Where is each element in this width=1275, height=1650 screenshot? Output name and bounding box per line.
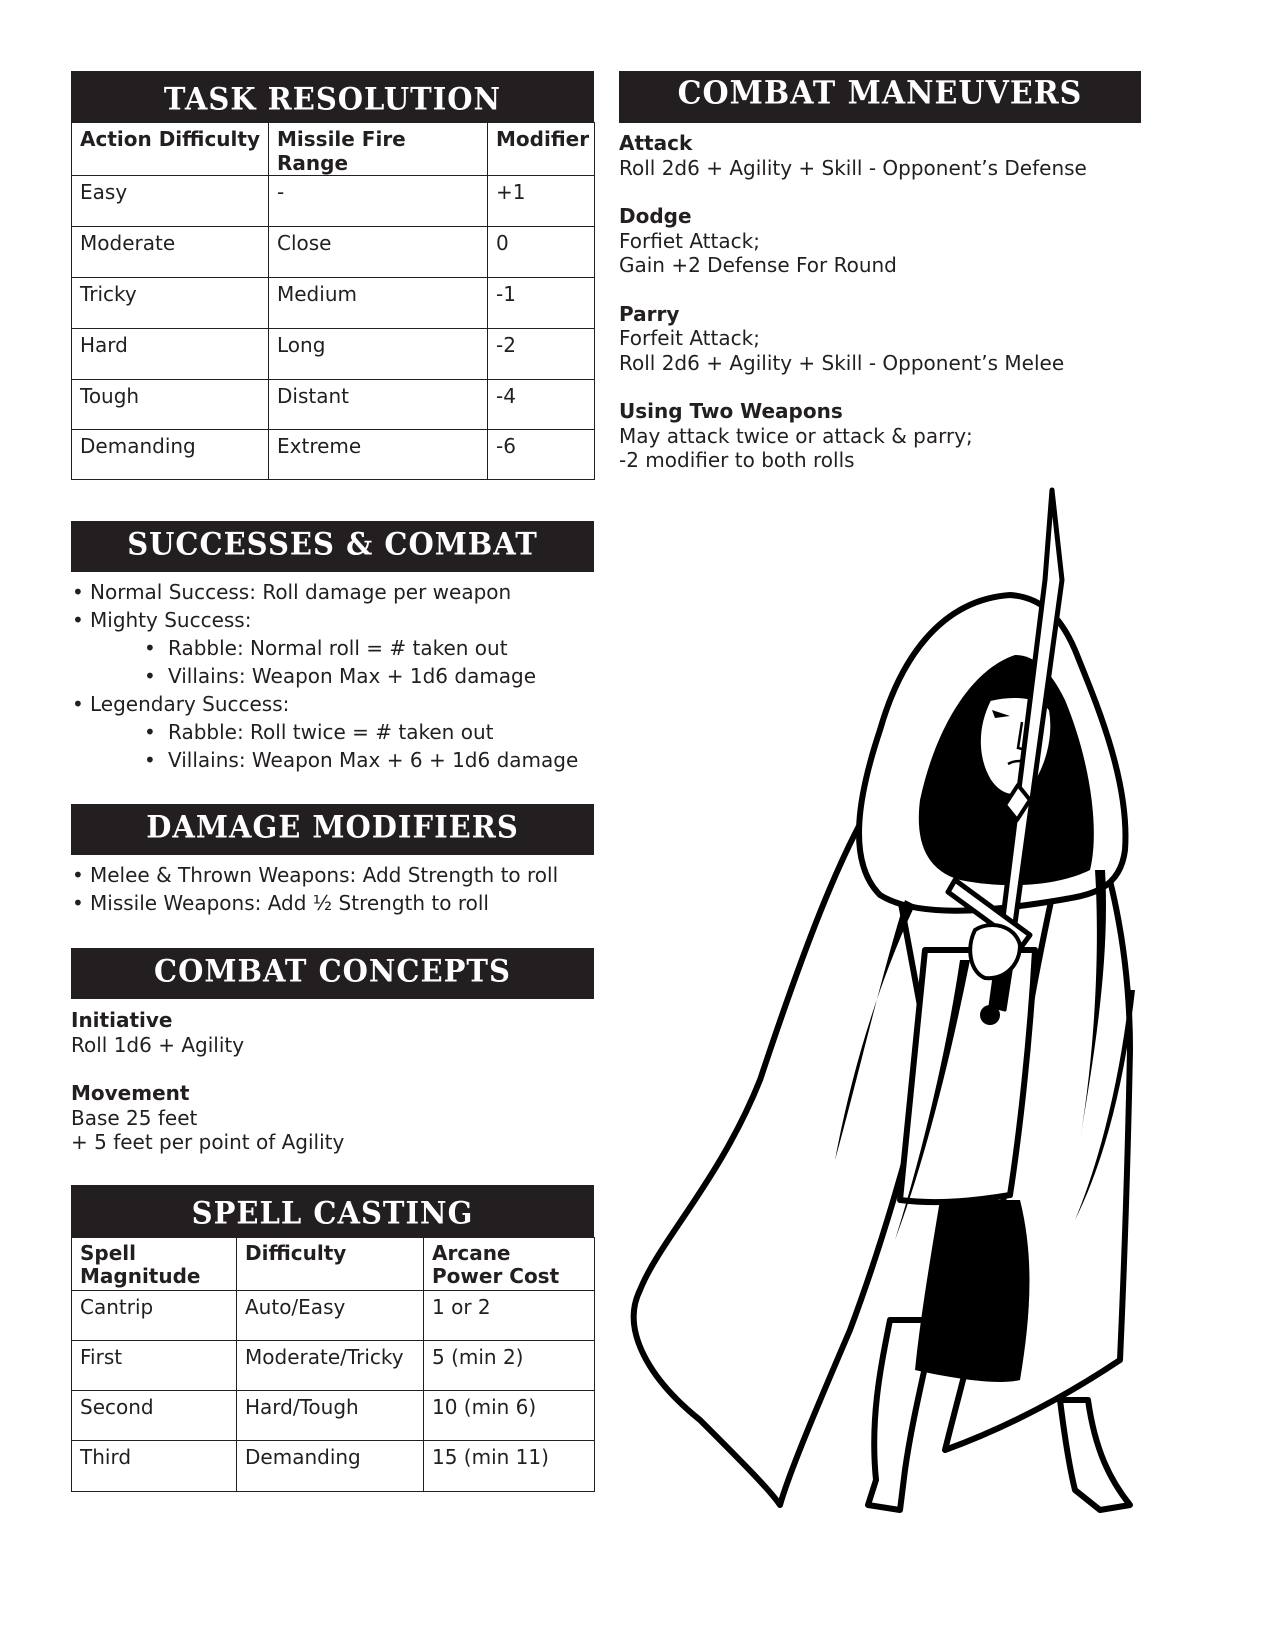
- table-row: [72, 380, 595, 430]
- table-cell: -2: [488, 329, 595, 380]
- table-row: [72, 176, 595, 227]
- table-cell: Hard/Tough: [237, 1391, 424, 1441]
- maneuver-description: Roll 2d6 + Agility + Skill - Opponent’s Melee: [619, 350, 1065, 375]
- task-resolution-header: [71, 71, 594, 123]
- table-cell: Third: [72, 1441, 237, 1492]
- combat-concepts-title: COMBAT CONCEPTS: [154, 953, 511, 989]
- table-cell: Cantrip: [72, 1291, 237, 1341]
- table-row: [72, 278, 595, 329]
- list-subitem: • Villains: Weapon Max + 6 + 1d6 damage: [72, 746, 602, 774]
- table-row: [72, 329, 595, 380]
- table-row: [72, 227, 595, 278]
- damage-modifiers-header: [71, 804, 594, 855]
- combat-concepts-list: [71, 1008, 601, 1155]
- list-item: • Normal Success: Roll damage per weapon: [72, 578, 602, 606]
- spell-casting-table: [71, 1237, 595, 1492]
- list-item: • Missile Weapons: Add ½ Strength to roll: [72, 889, 602, 917]
- table-cell: Hard: [72, 329, 269, 380]
- table-cell: Tough: [72, 380, 269, 430]
- list-item: • Mighty Success:: [72, 606, 602, 634]
- successes-combat-title: SUCCESSES & COMBAT: [127, 526, 538, 562]
- maneuver-description: Gain +2 Defense For Round: [619, 253, 897, 277]
- table-cell: Tricky: [72, 278, 269, 329]
- maneuver-description: Roll 2d6 + Agility + Skill - Opponent’s Defense: [619, 155, 1087, 180]
- table-cell: +1: [488, 176, 595, 227]
- combat-maneuvers-list: [619, 131, 1149, 473]
- table-cell: Distant: [269, 380, 488, 430]
- combat-maneuvers-header: [619, 71, 1141, 123]
- maneuver-term: Dodge: [619, 204, 692, 228]
- column-header: Arcane Power Cost: [424, 1238, 595, 1291]
- successes-combat-header: [71, 521, 594, 572]
- table-row: [72, 430, 595, 480]
- list-subitem: • Villains: Weapon Max + 1d6 damage: [72, 662, 602, 690]
- table-cell: Demanding: [72, 430, 269, 480]
- table-cell: Second: [72, 1391, 237, 1441]
- maneuver-term: Parry: [619, 301, 680, 326]
- leg-shadow: [915, 1200, 1029, 1382]
- table-cell: 10 (min 6): [424, 1391, 595, 1441]
- table-cell: -1: [488, 278, 595, 329]
- pommel: [980, 1005, 1000, 1025]
- table-cell: 0: [488, 227, 595, 278]
- table-cell: -: [269, 176, 488, 227]
- hooded-swordsman-illustration: [615, 485, 1155, 1525]
- leg-right: [1060, 1400, 1130, 1510]
- concept-description: Roll 1d6 + Agility: [71, 1032, 245, 1057]
- table-cell: Medium: [269, 278, 488, 329]
- table-header-row: [72, 123, 595, 176]
- maneuver-description: Forfeit Attack;: [619, 326, 760, 350]
- table-cell: Moderate/Tricky: [237, 1341, 424, 1391]
- table-cell: 5 (min 2): [424, 1341, 595, 1391]
- table-cell: First: [72, 1341, 237, 1391]
- list-item: • Melee & Thrown Weapons: Add Strength to roll: [72, 861, 602, 889]
- concept-term: Initiative: [71, 1008, 173, 1032]
- concept-description: Base 25 feet: [71, 1105, 198, 1130]
- combat-concepts-header: [71, 948, 594, 999]
- table-row: [72, 1441, 595, 1492]
- table-cell: Extreme: [269, 430, 488, 480]
- successes-list: [72, 578, 602, 774]
- table-cell: 1 or 2: [424, 1291, 595, 1341]
- column-header: Missile Fire Range: [269, 123, 488, 176]
- list-item: • Legendary Success:: [72, 690, 602, 718]
- column-header: Spell Magnitude: [72, 1238, 237, 1291]
- table-cell: -6: [488, 430, 595, 480]
- maneuver-description: May attack twice or attack & parry;: [619, 423, 973, 448]
- combat-maneuvers-title: COMBAT MANEUVERS: [677, 75, 1083, 112]
- table-cell: 15 (min 11): [424, 1441, 595, 1492]
- table-cell: Easy: [72, 176, 269, 227]
- table-cell: Demanding: [237, 1441, 424, 1492]
- task-resolution-title: TASK RESOLUTION: [163, 81, 502, 117]
- table-header-row: [72, 1238, 595, 1291]
- spell-casting-title: SPELL CASTING: [191, 1195, 474, 1231]
- maneuver-term: Using Two Weapons: [619, 399, 843, 423]
- maneuver-description: -2 modifier to both rolls: [619, 448, 855, 472]
- table-row: [72, 1341, 595, 1391]
- table-cell: Close: [269, 227, 488, 278]
- table-cell: Moderate: [72, 227, 269, 278]
- damage-modifiers-title: DAMAGE MODIFIERS: [146, 809, 519, 845]
- damage-modifiers-list: [72, 861, 602, 917]
- maneuver-term: Attack: [619, 131, 693, 155]
- table-cell: Auto/Easy: [237, 1291, 424, 1341]
- table-row: [72, 1291, 595, 1341]
- concept-term: Movement: [71, 1081, 190, 1105]
- list-subitem: • Rabble: Normal roll = # taken out: [72, 634, 602, 662]
- concept-description: + 5 feet per point of Agility: [71, 1130, 345, 1154]
- task-resolution-table: [71, 122, 595, 480]
- column-header: Difficulty: [237, 1238, 424, 1291]
- table-cell: Long: [269, 329, 488, 380]
- spell-casting-header: [71, 1185, 594, 1238]
- column-header: Action Difficulty: [72, 123, 269, 176]
- list-subitem: • Rabble: Roll twice = # taken out: [72, 718, 602, 746]
- table-cell: -4: [488, 380, 595, 430]
- column-header: Modifier: [488, 123, 595, 176]
- table-row: [72, 1391, 595, 1441]
- maneuver-description: Forfiet Attack;: [619, 228, 760, 253]
